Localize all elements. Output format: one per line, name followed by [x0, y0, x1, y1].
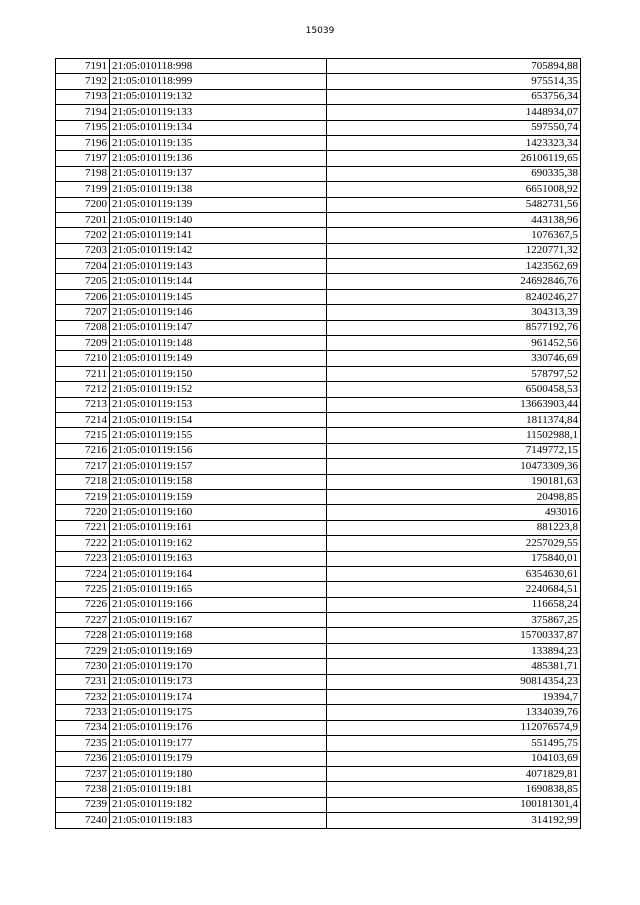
- row-number-cell: 7194: [56, 105, 110, 120]
- table-row: [56, 151, 581, 166]
- cadastral-value-cell: 5482731,56: [327, 197, 581, 212]
- cadastral-value-cell: 1220771,32: [327, 243, 581, 258]
- row-number-cell: 7208: [56, 320, 110, 335]
- row-number-cell: 7198: [56, 166, 110, 181]
- cadastral-number-cell: 21:05:010119:162: [110, 536, 327, 551]
- table-row: [56, 166, 581, 181]
- table-row: [56, 459, 581, 474]
- row-number-cell: 7210: [56, 351, 110, 366]
- table-row: [56, 336, 581, 351]
- cadastral-value-cell: 881223,8: [327, 520, 581, 535]
- cadastral-number-cell: 21:05:010119:174: [110, 690, 327, 705]
- row-number-cell: 7200: [56, 197, 110, 212]
- table-row: [56, 720, 581, 735]
- table-row: [56, 443, 581, 458]
- table-row: [56, 135, 581, 150]
- row-number-cell: 7230: [56, 659, 110, 674]
- table-row: [56, 382, 581, 397]
- cadastral-value-cell: 19394,7: [327, 690, 581, 705]
- cadastral-number-cell: 21:05:010119:160: [110, 505, 327, 520]
- row-number-cell: 7201: [56, 212, 110, 227]
- table-row: [56, 59, 581, 74]
- table-row: [56, 597, 581, 612]
- cadastral-number-cell: 21:05:010119:138: [110, 182, 327, 197]
- cadastral-number-cell: 21:05:010119:143: [110, 259, 327, 274]
- row-number-cell: 7202: [56, 228, 110, 243]
- row-number-cell: 7226: [56, 597, 110, 612]
- cadastral-value-cell: 8240246,27: [327, 289, 581, 304]
- cadastral-value-cell: 6354630,61: [327, 566, 581, 581]
- cadastral-value-cell: 15700337,87: [327, 628, 581, 643]
- cadastral-value-cell: 2257029,55: [327, 536, 581, 551]
- cadastral-value-cell: 90814354,23: [327, 674, 581, 689]
- cadastral-number-cell: 21:05:010119:132: [110, 89, 327, 104]
- table-row: [56, 428, 581, 443]
- cadastral-value-cell: 1076367,5: [327, 228, 581, 243]
- table-row: [56, 274, 581, 289]
- cadastral-value-cell: 314192,99: [327, 813, 581, 828]
- cadastral-number-cell: 21:05:010119:137: [110, 166, 327, 181]
- cadastral-number-cell: 21:05:010119:180: [110, 766, 327, 781]
- row-number-cell: 7221: [56, 520, 110, 535]
- row-number-cell: 7191: [56, 59, 110, 74]
- row-number-cell: 7232: [56, 690, 110, 705]
- cadastral-value-cell: 1334039,76: [327, 705, 581, 720]
- cadastral-number-cell: 21:05:010119:175: [110, 705, 327, 720]
- cadastral-number-cell: 21:05:010119:165: [110, 582, 327, 597]
- table-row: [56, 736, 581, 751]
- cadastral-value-cell: 961452,56: [327, 336, 581, 351]
- table-row: [56, 705, 581, 720]
- row-number-cell: 7193: [56, 89, 110, 104]
- cadastral-number-cell: 21:05:010118:998: [110, 59, 327, 74]
- row-number-cell: 7213: [56, 397, 110, 412]
- cadastral-number-cell: 21:05:010119:159: [110, 489, 327, 504]
- cadastral-number-cell: 21:05:010119:156: [110, 443, 327, 458]
- row-number-cell: 7212: [56, 382, 110, 397]
- table-row: [56, 797, 581, 812]
- cadastral-value-table: [55, 58, 581, 829]
- row-number-cell: 7229: [56, 643, 110, 658]
- cadastral-number-cell: 21:05:010119:155: [110, 428, 327, 443]
- row-number-cell: 7228: [56, 628, 110, 643]
- cadastral-number-cell: 21:05:010119:149: [110, 351, 327, 366]
- table-row: [56, 766, 581, 781]
- cadastral-value-cell: 175840,01: [327, 551, 581, 566]
- cadastral-value-cell: 26106119,65: [327, 151, 581, 166]
- row-number-cell: 7218: [56, 474, 110, 489]
- row-number-cell: 7203: [56, 243, 110, 258]
- table-row: [56, 489, 581, 504]
- row-number-cell: 7237: [56, 766, 110, 781]
- cadastral-value-cell: 975514,35: [327, 74, 581, 89]
- row-number-cell: 7192: [56, 74, 110, 89]
- row-number-cell: 7219: [56, 489, 110, 504]
- cadastral-number-cell: 21:05:010119:134: [110, 120, 327, 135]
- table-row: [56, 474, 581, 489]
- cadastral-value-cell: 100181301,4: [327, 797, 581, 812]
- cadastral-value-cell: 597550,74: [327, 120, 581, 135]
- cadastral-value-cell: 1448934,07: [327, 105, 581, 120]
- table-row: [56, 613, 581, 628]
- row-number-cell: 7223: [56, 551, 110, 566]
- cadastral-number-cell: 21:05:010119:140: [110, 212, 327, 227]
- table-row: [56, 212, 581, 227]
- row-number-cell: 7224: [56, 566, 110, 581]
- table-row: [56, 659, 581, 674]
- table-row: [56, 536, 581, 551]
- row-number-cell: 7227: [56, 613, 110, 628]
- cadastral-number-cell: 21:05:010119:133: [110, 105, 327, 120]
- table-row: [56, 89, 581, 104]
- table-row: [56, 520, 581, 535]
- cadastral-value-cell: 6500458,53: [327, 382, 581, 397]
- table-row: [56, 289, 581, 304]
- table-row: [56, 412, 581, 427]
- row-number-cell: 7217: [56, 459, 110, 474]
- table-row: [56, 582, 581, 597]
- table-row: [56, 690, 581, 705]
- row-number-cell: 7220: [56, 505, 110, 520]
- cadastral-number-cell: 21:05:010119:166: [110, 597, 327, 612]
- table-row: [56, 674, 581, 689]
- table-row: [56, 243, 581, 258]
- cadastral-value-cell: 24692846,76: [327, 274, 581, 289]
- cadastral-number-cell: 21:05:010119:164: [110, 566, 327, 581]
- cadastral-value-cell: 375867,25: [327, 613, 581, 628]
- cadastral-number-cell: 21:05:010119:168: [110, 628, 327, 643]
- cadastral-value-cell: 578797,52: [327, 366, 581, 381]
- cadastral-value-cell: 7149772,15: [327, 443, 581, 458]
- cadastral-value-cell: 6651008,92: [327, 182, 581, 197]
- cadastral-value-cell: 4071829,81: [327, 766, 581, 781]
- row-number-cell: 7240: [56, 813, 110, 828]
- cadastral-number-cell: 21:05:010119:177: [110, 736, 327, 751]
- cadastral-number-cell: 21:05:010119:181: [110, 782, 327, 797]
- table-row: [56, 197, 581, 212]
- row-number-cell: 7235: [56, 736, 110, 751]
- cadastral-number-cell: 21:05:010119:173: [110, 674, 327, 689]
- cadastral-number-cell: 21:05:010118:999: [110, 74, 327, 89]
- cadastral-value-cell: 551495,75: [327, 736, 581, 751]
- row-number-cell: 7222: [56, 536, 110, 551]
- cadastral-value-cell: 443138,96: [327, 212, 581, 227]
- table-row: [56, 351, 581, 366]
- cadastral-number-cell: 21:05:010119:161: [110, 520, 327, 535]
- cadastral-number-cell: 21:05:010119:158: [110, 474, 327, 489]
- row-number-cell: 7204: [56, 259, 110, 274]
- table-row: [56, 397, 581, 412]
- table-row: [56, 628, 581, 643]
- cadastral-value-cell: 1423562,69: [327, 259, 581, 274]
- table-row: [56, 751, 581, 766]
- cadastral-number-cell: 21:05:010119:141: [110, 228, 327, 243]
- cadastral-value-cell: 133894,23: [327, 643, 581, 658]
- cadastral-value-cell: 20498,85: [327, 489, 581, 504]
- table-row: [56, 120, 581, 135]
- table-row: [56, 182, 581, 197]
- cadastral-number-cell: 21:05:010119:146: [110, 305, 327, 320]
- cadastral-value-cell: 104103,69: [327, 751, 581, 766]
- row-number-cell: 7234: [56, 720, 110, 735]
- row-number-cell: 7238: [56, 782, 110, 797]
- row-number-cell: 7233: [56, 705, 110, 720]
- cadastral-number-cell: 21:05:010119:163: [110, 551, 327, 566]
- cadastral-value-cell: 690335,38: [327, 166, 581, 181]
- cadastral-value-cell: 304313,39: [327, 305, 581, 320]
- cadastral-number-cell: 21:05:010119:150: [110, 366, 327, 381]
- table-row: [56, 643, 581, 658]
- table-row: [56, 320, 581, 335]
- cadastral-number-cell: 21:05:010119:183: [110, 813, 327, 828]
- cadastral-value-cell: 653756,34: [327, 89, 581, 104]
- table-row: [56, 566, 581, 581]
- row-number-cell: 7211: [56, 366, 110, 381]
- page-number: 15039: [305, 26, 335, 36]
- cadastral-number-cell: 21:05:010119:182: [110, 797, 327, 812]
- cadastral-value-cell: 705894,88: [327, 59, 581, 74]
- row-number-cell: 7207: [56, 305, 110, 320]
- table-row: [56, 551, 581, 566]
- cadastral-value-cell: 13663903,44: [327, 397, 581, 412]
- row-number-cell: 7216: [56, 443, 110, 458]
- row-number-cell: 7231: [56, 674, 110, 689]
- table-row: [56, 228, 581, 243]
- cadastral-value-cell: 10473309,36: [327, 459, 581, 474]
- row-number-cell: 7206: [56, 289, 110, 304]
- row-number-cell: 7236: [56, 751, 110, 766]
- cadastral-number-cell: 21:05:010119:176: [110, 720, 327, 735]
- cadastral-number-cell: 21:05:010119:154: [110, 412, 327, 427]
- table-row: [56, 813, 581, 828]
- table-row: [56, 305, 581, 320]
- cadastral-value-cell: 485381,71: [327, 659, 581, 674]
- cadastral-value-cell: 8577192,76: [327, 320, 581, 335]
- table-row: [56, 782, 581, 797]
- row-number-cell: 7197: [56, 151, 110, 166]
- table-row: [56, 259, 581, 274]
- cadastral-number-cell: 21:05:010119:136: [110, 151, 327, 166]
- cadastral-value-cell: 1811374,84: [327, 412, 581, 427]
- row-number-cell: 7215: [56, 428, 110, 443]
- table-row: [56, 505, 581, 520]
- table-row: [56, 366, 581, 381]
- cadastral-number-cell: 21:05:010119:167: [110, 613, 327, 628]
- table-body: [56, 59, 581, 829]
- cadastral-number-cell: 21:05:010119:157: [110, 459, 327, 474]
- cadastral-value-cell: 330746,69: [327, 351, 581, 366]
- table-row: [56, 74, 581, 89]
- cadastral-number-cell: 21:05:010119:152: [110, 382, 327, 397]
- cadastral-value-cell: 112076574,9: [327, 720, 581, 735]
- cadastral-value-cell: 1423323,34: [327, 135, 581, 150]
- cadastral-value-cell: 116658,24: [327, 597, 581, 612]
- row-number-cell: 7239: [56, 797, 110, 812]
- cadastral-number-cell: 21:05:010119:179: [110, 751, 327, 766]
- cadastral-number-cell: 21:05:010119:147: [110, 320, 327, 335]
- row-number-cell: 7209: [56, 336, 110, 351]
- cadastral-value-cell: 11502988,1: [327, 428, 581, 443]
- row-number-cell: 7205: [56, 274, 110, 289]
- cadastral-number-cell: 21:05:010119:144: [110, 274, 327, 289]
- row-number-cell: 7196: [56, 135, 110, 150]
- table-row: [56, 105, 581, 120]
- cadastral-value-cell: 2240684,51: [327, 582, 581, 597]
- cadastral-value-cell: 1690838,85: [327, 782, 581, 797]
- cadastral-number-cell: 21:05:010119:169: [110, 643, 327, 658]
- cadastral-number-cell: 21:05:010119:148: [110, 336, 327, 351]
- cadastral-number-cell: 21:05:010119:145: [110, 289, 327, 304]
- cadastral-value-cell: 493016: [327, 505, 581, 520]
- cadastral-number-cell: 21:05:010119:142: [110, 243, 327, 258]
- cadastral-value-cell: 190181,63: [327, 474, 581, 489]
- cadastral-number-cell: 21:05:010119:139: [110, 197, 327, 212]
- cadastral-number-cell: 21:05:010119:153: [110, 397, 327, 412]
- cadastral-number-cell: 21:05:010119:170: [110, 659, 327, 674]
- row-number-cell: 7199: [56, 182, 110, 197]
- row-number-cell: 7214: [56, 412, 110, 427]
- cadastral-number-cell: 21:05:010119:135: [110, 135, 327, 150]
- row-number-cell: 7195: [56, 120, 110, 135]
- row-number-cell: 7225: [56, 582, 110, 597]
